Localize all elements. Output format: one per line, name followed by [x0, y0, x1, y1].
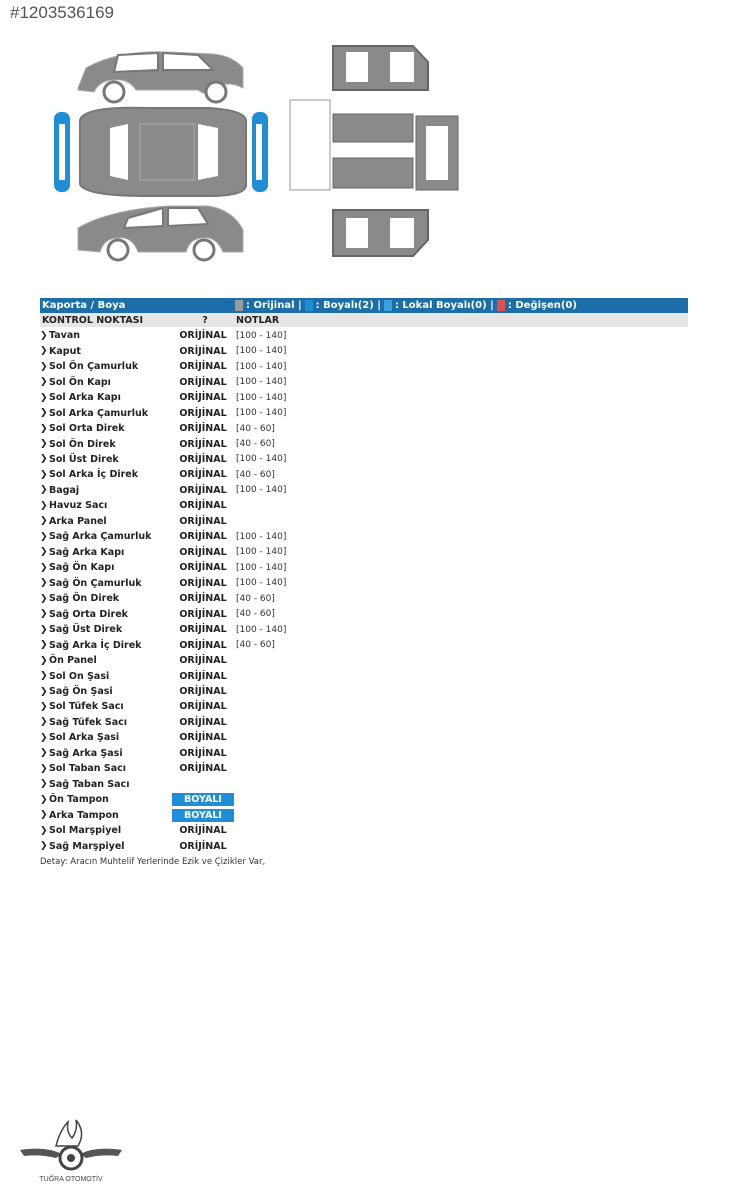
row-point-label: Bagaj	[49, 484, 80, 496]
row-point-name	[40, 578, 172, 589]
row-point-name	[40, 377, 172, 388]
row-point-name	[40, 562, 172, 573]
row-point-label: Sol Ön Çamurluk	[49, 361, 139, 373]
chevron-right-icon: ❯	[40, 469, 48, 480]
row-point-label: Kaput	[49, 345, 81, 357]
chevron-right-icon: ❯	[40, 392, 48, 403]
row-point-label: Sağ Üst Direk	[49, 624, 123, 636]
table-row	[40, 405, 688, 420]
row-point-name	[40, 624, 172, 635]
row-status: ORİJİNAL	[179, 747, 227, 759]
table-body	[40, 328, 688, 854]
chevron-right-icon: ❯	[40, 701, 48, 712]
row-status: ORİJİNAL	[179, 546, 227, 558]
row-point-name	[40, 361, 172, 372]
column-headers	[40, 313, 688, 327]
row-point-name	[40, 701, 172, 712]
table-row	[40, 359, 688, 374]
column-header-point: KONTROL NOKTASI	[42, 314, 144, 326]
table-row	[40, 684, 688, 699]
row-status: ORİJİNAL	[179, 500, 227, 512]
detail-note: Detay: Aracın Muhtelif Yerlerinde Ezik ve Çizikler Var,	[40, 856, 266, 867]
table-row	[40, 421, 688, 436]
legend-swatch-original	[235, 300, 243, 311]
row-point-name	[40, 779, 172, 790]
chevron-right-icon: ❯	[40, 516, 48, 527]
row-status: ORİJİNAL	[179, 469, 227, 481]
row-point-label: Sağ Arka Çamurluk	[49, 531, 152, 543]
row-point-name	[40, 655, 172, 666]
row-point-label: Sol Arka İç Direk	[49, 469, 139, 481]
table-row	[40, 668, 688, 683]
row-point-name	[40, 469, 172, 480]
row-point-name	[40, 671, 172, 682]
row-point-label: Sağ Marşpiyel	[49, 840, 125, 852]
row-note: [100 - 140]	[236, 624, 287, 635]
table-row	[40, 576, 688, 591]
row-status: ORİJİNAL	[179, 639, 227, 651]
table-row	[40, 467, 688, 482]
row-point-name	[40, 794, 172, 805]
table-row	[40, 606, 688, 621]
row-point-name	[40, 485, 172, 496]
chevron-right-icon: ❯	[40, 485, 48, 496]
table-row	[40, 560, 688, 575]
row-point-label: Sağ Arka Şasi	[49, 747, 123, 759]
chevron-right-icon: ❯	[40, 361, 48, 372]
row-point-name	[40, 686, 172, 697]
row-point-label: Sağ Taban Sacı	[49, 778, 130, 790]
row-status: ORİJİNAL	[179, 624, 227, 636]
row-point-label: Sol Arka Kapı	[49, 392, 121, 404]
chevron-right-icon: ❯	[40, 454, 48, 465]
chevron-right-icon: ❯	[40, 377, 48, 388]
row-point-name	[40, 516, 172, 527]
row-point-label: Sağ Ön Çamurluk	[49, 577, 142, 589]
row-note: [40 - 60]	[236, 439, 275, 450]
row-note: [40 - 60]	[236, 423, 275, 434]
row-point-name	[40, 732, 172, 743]
row-point-label: Ön Tampon	[49, 794, 109, 806]
legend-swatch-painted	[305, 300, 313, 311]
chevron-right-icon: ❯	[40, 408, 48, 419]
listing-id: #1203536169	[10, 3, 115, 22]
row-point-label: Sol Üst Direk	[49, 453, 119, 465]
chevron-right-icon: ❯	[40, 562, 48, 573]
row-note: [100 - 140]	[236, 408, 287, 419]
row-point-label: Sağ Arka Kapı	[49, 546, 125, 558]
row-status: ORİJİNAL	[179, 438, 227, 450]
table-row	[40, 374, 688, 389]
legend-label-local-painted: : Lokal Boyalı(0) |	[394, 300, 494, 311]
table-row	[40, 715, 688, 730]
column-header-notes: NOTLAR	[236, 314, 280, 326]
table-row	[40, 746, 688, 761]
car-top-view	[54, 108, 268, 196]
row-status: ORİJİNAL	[179, 840, 227, 852]
table-row	[40, 436, 688, 451]
chevron-right-icon: ❯	[40, 686, 48, 697]
tugra-otomotiv-logo	[16, 1112, 126, 1184]
legend-swatch-replaced	[497, 300, 505, 311]
row-point-label: Tavan	[49, 330, 81, 342]
row-note: [40 - 60]	[236, 593, 275, 604]
row-point-name	[40, 454, 172, 465]
table-row	[40, 622, 688, 637]
chevron-right-icon: ❯	[40, 717, 48, 728]
row-note: [40 - 60]	[236, 609, 275, 620]
legend-label-painted: : Boyalı(2) |	[315, 300, 381, 311]
table-row	[40, 529, 688, 544]
table-row	[40, 390, 688, 405]
table-row	[40, 653, 688, 668]
row-point-label: Sağ Arka İç Direk	[49, 639, 142, 651]
row-note: [100 - 140]	[236, 578, 287, 589]
column-header-status: ?	[202, 314, 208, 326]
table-row	[40, 452, 688, 467]
row-point-name	[40, 408, 172, 419]
legend-label-replaced: : Değişen(0)	[507, 300, 577, 311]
row-status: ORİJİNAL	[179, 330, 227, 342]
row-status: ORİJİNAL	[179, 608, 227, 620]
row-status: ORİJİNAL	[179, 716, 227, 728]
legend-label-original: : Orijinal |	[246, 300, 302, 311]
table-row	[40, 808, 688, 823]
chevron-right-icon: ❯	[40, 346, 48, 357]
row-status: BOYALI	[172, 809, 234, 822]
row-point-name	[40, 748, 172, 759]
row-note: [100 - 140]	[236, 346, 287, 357]
row-status: ORİJİNAL	[179, 515, 227, 527]
row-note: [100 - 140]	[236, 562, 287, 573]
row-point-label: Arka Panel	[49, 515, 107, 527]
chevron-right-icon: ❯	[40, 794, 48, 805]
row-point-label: Arka Tampon	[49, 809, 119, 821]
row-note: [100 - 140]	[236, 361, 287, 372]
row-point-label: Sol Taban Sacı	[49, 763, 127, 775]
chevron-right-icon: ❯	[40, 825, 48, 836]
legend	[234, 300, 577, 311]
table-title-bar	[40, 298, 688, 313]
chevron-right-icon: ❯	[40, 810, 48, 821]
chevron-right-icon: ❯	[40, 763, 48, 774]
row-point-label: Sol Ön Direk	[49, 438, 116, 450]
row-point-name	[40, 346, 172, 357]
row-note: [40 - 60]	[236, 640, 275, 651]
chevron-right-icon: ❯	[40, 423, 48, 434]
row-point-label: Ön Panel	[49, 655, 97, 667]
row-point-label: Sağ Orta Direk	[49, 608, 128, 620]
table-row	[40, 483, 688, 498]
row-point-label: Sol Tüfek Sacı	[49, 701, 124, 713]
table-row	[40, 792, 688, 807]
chevron-right-icon: ❯	[40, 578, 48, 589]
chevron-right-icon: ❯	[40, 593, 48, 604]
chevron-right-icon: ❯	[40, 531, 48, 542]
car-exploded-panels	[290, 46, 458, 256]
chevron-right-icon: ❯	[40, 547, 48, 558]
chevron-right-icon: ❯	[40, 609, 48, 620]
row-status: ORİJİNAL	[179, 670, 227, 682]
row-point-name	[40, 763, 172, 774]
table-row	[40, 328, 688, 343]
row-note: [40 - 60]	[236, 469, 275, 480]
row-status: ORİJİNAL	[179, 531, 227, 543]
row-status: ORİJİNAL	[179, 376, 227, 388]
row-note: [100 - 140]	[236, 330, 287, 341]
chevron-right-icon: ❯	[40, 732, 48, 743]
chevron-right-icon: ❯	[40, 841, 48, 852]
row-point-name	[40, 423, 172, 434]
row-note: [100 - 140]	[236, 377, 287, 388]
car-body-diagram	[48, 40, 473, 262]
row-status: ORİJİNAL	[179, 593, 227, 605]
paint-report-table	[40, 298, 688, 867]
row-point-name	[40, 841, 172, 852]
row-point-label: Sol Arka Çamurluk	[49, 407, 149, 419]
row-status: ORİJİNAL	[179, 825, 227, 837]
chevron-right-icon: ❯	[40, 748, 48, 759]
car-side-right-view	[78, 206, 243, 260]
row-point-label: Havuz Sacı	[49, 500, 108, 512]
row-status: ORİJİNAL	[179, 407, 227, 419]
chevron-right-icon: ❯	[40, 439, 48, 450]
row-status: ORİJİNAL	[179, 361, 227, 373]
row-note: [100 - 140]	[236, 454, 287, 465]
row-point-name	[40, 825, 172, 836]
row-point-name	[40, 609, 172, 620]
car-side-left-view	[78, 52, 243, 102]
row-status: BOYALI	[172, 793, 234, 806]
row-status: ORİJİNAL	[179, 392, 227, 404]
row-point-label: Sol On Şasi	[49, 670, 110, 682]
row-point-name	[40, 439, 172, 450]
row-point-label: Sol Arka Şasi	[49, 732, 120, 744]
row-point-name	[40, 330, 172, 341]
table-row	[40, 761, 688, 776]
legend-swatch-local-painted	[384, 300, 392, 311]
row-status: ORİJİNAL	[179, 655, 227, 667]
chevron-right-icon: ❯	[40, 671, 48, 682]
row-status: ORİJİNAL	[179, 453, 227, 465]
row-point-label: Sağ Ön Şasi	[49, 686, 113, 698]
row-point-name	[40, 500, 172, 511]
row-point-name	[40, 593, 172, 604]
row-point-label: Sol Marşpiyel	[49, 825, 122, 837]
chevron-right-icon: ❯	[40, 779, 48, 790]
row-point-name	[40, 392, 172, 403]
row-status: ORİJİNAL	[179, 732, 227, 744]
table-row	[40, 730, 688, 745]
row-status: ORİJİNAL	[179, 763, 227, 775]
row-status: ORİJİNAL	[179, 701, 227, 713]
row-point-name	[40, 531, 172, 542]
table-row	[40, 637, 688, 652]
row-status: ORİJİNAL	[179, 562, 227, 574]
row-point-name	[40, 547, 172, 558]
row-note: [100 - 140]	[236, 547, 287, 558]
table-row	[40, 699, 688, 714]
table-row	[40, 823, 688, 838]
table-row	[40, 591, 688, 606]
row-status: ORİJİNAL	[179, 345, 227, 357]
row-status: ORİJİNAL	[179, 577, 227, 589]
table-row	[40, 498, 688, 513]
chevron-right-icon: ❯	[40, 500, 48, 511]
table-row	[40, 514, 688, 529]
chevron-right-icon: ❯	[40, 330, 48, 341]
row-status: ORİJİNAL	[179, 686, 227, 698]
row-status: ORİJİNAL	[179, 423, 227, 435]
row-point-label: Sol Orta Direk	[49, 423, 125, 435]
row-note: [100 - 140]	[236, 531, 287, 542]
table-row	[40, 838, 688, 853]
row-point-label: Sağ Ön Direk	[49, 593, 120, 605]
table-row	[40, 343, 688, 358]
logo-text: TUĞRA OTOMOTİV	[39, 1176, 103, 1183]
table-row	[40, 545, 688, 560]
chevron-right-icon: ❯	[40, 655, 48, 666]
row-status: ORİJİNAL	[179, 484, 227, 496]
row-point-name	[40, 640, 172, 651]
row-point-label: Sağ Tüfek Sacı	[49, 716, 128, 728]
row-point-label: Sol Ön Kapı	[49, 376, 111, 388]
row-point-name	[40, 810, 172, 821]
chevron-right-icon: ❯	[40, 624, 48, 635]
row-note: [100 - 140]	[236, 485, 287, 496]
table-row	[40, 777, 688, 792]
row-point-label: Sağ Ön Kapı	[49, 562, 115, 574]
table-title: Kaporta / Boya	[42, 300, 126, 311]
row-note: [100 - 140]	[236, 392, 287, 403]
chevron-right-icon: ❯	[40, 640, 48, 651]
row-point-name	[40, 717, 172, 728]
